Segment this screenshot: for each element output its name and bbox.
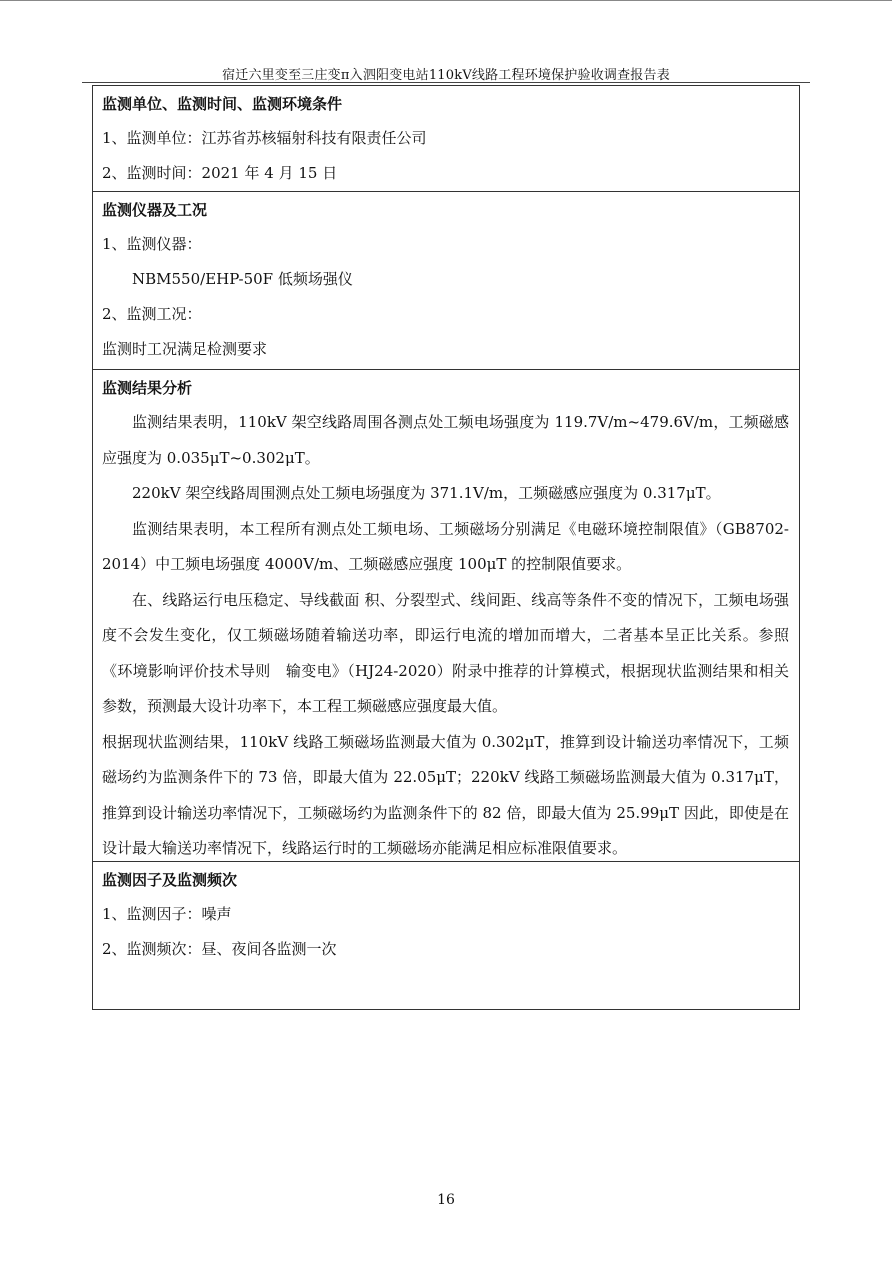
header-rule: [82, 82, 810, 83]
page-number: 16: [437, 1192, 455, 1208]
monitoring-time: 2、监测时间：2021 年 4 月 15 日: [102, 164, 338, 182]
condition-label: 2、监测工况：: [102, 305, 202, 323]
section-unit-time-env: [93, 86, 799, 191]
result-paragraph-4: 在、线路运行电压稳定、导线截面 积、分裂型式、线间距、线高等条件不变的情况下，工频电场强度不会发生变化，仅工频磁场随着输送功率，即运行电流的增加而增大，二者基本呈正比关系。参照《环境影响评价技术导则 输变电》（HJ24-2020）附录中推荐的计算模式，根据现状监测结果和相关参数，预测最大设计功率下，本工程工频磁感应强度最大值。: [102, 590, 789, 715]
monitoring-frequency: 2、监测频次：昼、夜间各监测一次: [102, 940, 337, 958]
section-instruments: [93, 191, 799, 369]
monitoring-unit: 1、监测单位：江苏省苏核辐射科技有限责任公司: [102, 129, 427, 147]
monitoring-factor: 1、监测因子：噪声: [102, 905, 232, 923]
result-paragraph-3: 监测结果表明，本工程所有测点处工频电场、工频磁场分别满足《电磁环境控制限值》（GB8702-2014）中工频电场强度 4000V/m、工频磁感应强度 100μT 的控制限值要求。: [102, 519, 789, 573]
report-table: [92, 85, 800, 1010]
report-header-title: 宿迁六里变至三庄变π入泗阳变电站110kV线路工程环境保护验收调查报告表: [222, 68, 670, 83]
page-top-border: [0, 0, 892, 1]
result-paragraph-5: 根据现状监测结果，110kV 线路工频磁场监测最大值为 0.302μT，推算到设计输送功率情况下，工频磁场约为监测条件下的 73 倍，即最大值为 22.05μT；220kV 线路工频磁场监测最大值为 0.317μT，推算到设计输送功率情况下，工频磁场约为监测条件下的 82 倍，即最大值为 25.99μT 因此，即使是在设计最大输送功率情况下，线路运行时的工频磁场亦能满足相应标准限值要求。: [102, 732, 789, 857]
instrument-name: NBM550/EHP-50F 低频场强仪: [132, 270, 353, 288]
section-factors: [93, 861, 799, 1009]
section-title: 监测单位、监测时间、监测环境条件: [102, 95, 343, 113]
result-paragraph-2: 220kV 架空线路周围测点处工频电场强度为 371.1V/m，工频磁感应强度为 0.317μT。: [132, 484, 721, 502]
section-title: 监测仪器及工况: [102, 201, 208, 219]
condition-text: 监测时工况满足检测要求: [102, 340, 268, 358]
instrument-label: 1、监测仪器：: [102, 235, 202, 253]
section-title: 监测结果分析: [102, 379, 193, 397]
result-paragraph-1: 监测结果表明，110kV 架空线路周围各测点处工频电场强度为 119.7V/m~479.6V/m，工频磁感应强度为 0.035μT~0.302μT。: [102, 413, 789, 467]
section-title: 监测因子及监测频次: [102, 871, 238, 889]
section-results: [93, 369, 799, 861]
